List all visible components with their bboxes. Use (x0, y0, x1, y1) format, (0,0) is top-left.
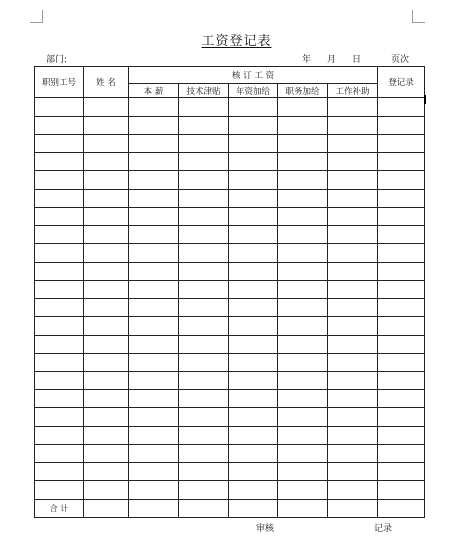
table-cell[interactable] (378, 116, 425, 134)
table-cell[interactable] (179, 189, 229, 207)
table-cell[interactable] (229, 481, 278, 499)
table-cell[interactable] (378, 444, 425, 462)
table-cell[interactable] (328, 134, 378, 152)
col-header-base-salary: 本 薪 (129, 83, 179, 98)
table-cell[interactable] (84, 244, 129, 262)
table-cell[interactable] (328, 335, 378, 353)
table-cell[interactable] (378, 408, 425, 426)
table-cell[interactable] (84, 189, 129, 207)
table-cell[interactable] (328, 98, 378, 116)
table-row (35, 353, 425, 371)
table-cell[interactable] (229, 299, 278, 317)
table-cell[interactable] (35, 280, 84, 298)
table-cell[interactable] (179, 390, 229, 408)
table-cell[interactable] (179, 408, 229, 426)
table-cell[interactable] (378, 499, 425, 517)
table-cell[interactable] (278, 244, 328, 262)
table-row (35, 153, 425, 171)
table-cell[interactable] (229, 226, 278, 244)
table-cell[interactable] (84, 226, 129, 244)
table-cell[interactable] (229, 207, 278, 225)
table-cell[interactable] (179, 299, 229, 317)
text-cursor (424, 95, 426, 104)
table-row (35, 463, 425, 481)
table-cell[interactable] (35, 171, 84, 189)
table-row (35, 171, 425, 189)
table-cell[interactable] (84, 426, 129, 444)
table-cell[interactable] (179, 353, 229, 371)
table-cell[interactable] (378, 280, 425, 298)
table-row (35, 426, 425, 444)
table-cell[interactable] (35, 299, 84, 317)
table-cell[interactable] (328, 444, 378, 462)
table-cell[interactable] (129, 299, 179, 317)
table-cell[interactable] (328, 207, 378, 225)
table-cell[interactable] (278, 444, 328, 462)
table-cell[interactable] (84, 499, 129, 517)
table-cell[interactable] (129, 390, 179, 408)
table-cell[interactable] (278, 335, 328, 353)
table-cell[interactable] (35, 262, 84, 280)
table-row (35, 280, 425, 298)
table-cell[interactable] (179, 134, 229, 152)
table-cell[interactable] (35, 463, 84, 481)
table-cell[interactable] (278, 226, 328, 244)
table-cell[interactable] (278, 280, 328, 298)
table-cell[interactable] (328, 481, 378, 499)
table-cell[interactable] (378, 463, 425, 481)
table-row (35, 317, 425, 335)
table-cell[interactable] (328, 426, 378, 444)
table-cell[interactable] (278, 116, 328, 134)
page-corner-mark (412, 10, 425, 23)
table-cell[interactable] (278, 134, 328, 152)
table-cell[interactable] (328, 353, 378, 371)
table-cell[interactable] (378, 226, 425, 244)
table-cell[interactable] (129, 353, 179, 371)
table-cell[interactable] (129, 408, 179, 426)
total-row (35, 499, 425, 517)
table-cell[interactable] (278, 317, 328, 335)
table-cell[interactable] (179, 153, 229, 171)
table-cell[interactable] (278, 426, 328, 444)
table-cell[interactable] (129, 499, 179, 517)
table-cell[interactable] (35, 207, 84, 225)
table-cell[interactable] (179, 499, 229, 517)
table-cell[interactable] (378, 299, 425, 317)
table-row (35, 335, 425, 353)
col-header-work-subsidy: 工作补助 (328, 83, 378, 98)
table-cell[interactable] (129, 335, 179, 353)
table-cell[interactable] (378, 390, 425, 408)
table-cell[interactable] (229, 353, 278, 371)
table-cell[interactable] (84, 371, 129, 389)
table-cell[interactable] (278, 481, 328, 499)
table-cell[interactable] (278, 207, 328, 225)
table-cell[interactable] (328, 317, 378, 335)
year-label: 年 (302, 55, 312, 65)
record-label: 记录 (374, 524, 393, 534)
table-cell[interactable] (229, 171, 278, 189)
table-cell[interactable] (328, 371, 378, 389)
table-cell[interactable] (328, 408, 378, 426)
table-cell[interactable] (328, 463, 378, 481)
table-cell[interactable] (179, 98, 229, 116)
table-cell[interactable] (35, 444, 84, 462)
table-cell[interactable] (278, 371, 328, 389)
table-cell[interactable] (35, 426, 84, 444)
page-number-label: 页次 (391, 55, 410, 65)
table-cell[interactable] (229, 335, 278, 353)
table-cell[interactable] (35, 317, 84, 335)
table-cell[interactable] (229, 116, 278, 134)
table-cell[interactable] (179, 262, 229, 280)
table-cell[interactable] (278, 353, 328, 371)
col-header-position-bonus: 职务加给 (278, 83, 328, 98)
table-cell[interactable] (129, 207, 179, 225)
table-row (35, 481, 425, 499)
table-row (35, 299, 425, 317)
table-cell[interactable] (328, 226, 378, 244)
col-header-seniority-bonus: 年资加给 (229, 83, 278, 98)
table-cell[interactable] (328, 262, 378, 280)
table-row (35, 134, 425, 152)
table-cell[interactable] (179, 317, 229, 335)
table-cell[interactable] (278, 499, 328, 517)
table-cell[interactable] (35, 353, 84, 371)
table-cell[interactable] (278, 189, 328, 207)
table-cell[interactable] (84, 171, 129, 189)
table-cell[interactable] (229, 317, 278, 335)
table-cell[interactable] (129, 280, 179, 298)
table-cell[interactable] (179, 426, 229, 444)
table-row (35, 244, 425, 262)
table-cell[interactable] (278, 463, 328, 481)
table-cell[interactable] (328, 280, 378, 298)
table-cell[interactable] (328, 116, 378, 134)
table-cell[interactable] (378, 481, 425, 499)
table-cell[interactable] (229, 153, 278, 171)
table-cell[interactable] (278, 299, 328, 317)
table-cell[interactable] (84, 335, 129, 353)
col-header-name: 姓 名 (84, 67, 129, 98)
table-cell[interactable] (229, 499, 278, 517)
table-cell[interactable] (328, 244, 378, 262)
table-cell[interactable] (229, 244, 278, 262)
table-cell[interactable] (278, 262, 328, 280)
table-cell[interactable] (378, 153, 425, 171)
table-cell[interactable] (84, 444, 129, 462)
table-cell[interactable] (378, 371, 425, 389)
table-cell[interactable] (129, 189, 179, 207)
table-cell[interactable] (129, 153, 179, 171)
table-cell[interactable] (129, 262, 179, 280)
table-cell[interactable] (229, 444, 278, 462)
table-cell[interactable] (229, 134, 278, 152)
table-cell[interactable] (84, 262, 129, 280)
table-cell[interactable] (328, 189, 378, 207)
table-cell[interactable] (35, 134, 84, 152)
table-cell[interactable] (84, 299, 129, 317)
table-row (35, 408, 425, 426)
table-cell[interactable] (84, 134, 129, 152)
table-cell[interactable] (35, 244, 84, 262)
table-cell[interactable] (84, 481, 129, 499)
table-row (35, 207, 425, 225)
table-cell[interactable] (84, 116, 129, 134)
table-cell[interactable] (229, 189, 278, 207)
table-cell[interactable] (129, 317, 179, 335)
table-cell[interactable] (328, 499, 378, 517)
table-cell[interactable] (35, 481, 84, 499)
table-cell[interactable] (84, 207, 129, 225)
table-cell[interactable] (129, 226, 179, 244)
table-row (35, 371, 425, 389)
table-cell[interactable] (129, 134, 179, 152)
table-cell[interactable] (229, 390, 278, 408)
table-row (35, 116, 425, 134)
col-header-technical-allowance: 技术津贴 (179, 83, 229, 98)
table-cell[interactable] (378, 244, 425, 262)
table-cell[interactable] (35, 408, 84, 426)
table-cell[interactable] (179, 244, 229, 262)
table-cell[interactable] (84, 390, 129, 408)
page-corner-mark (30, 10, 43, 23)
table-cell[interactable] (179, 335, 229, 353)
table-cell[interactable] (84, 353, 129, 371)
table-cell[interactable] (229, 426, 278, 444)
table-cell[interactable] (328, 390, 378, 408)
col-header-record: 登记录 (378, 67, 425, 98)
table-cell[interactable] (179, 463, 229, 481)
table-row (35, 189, 425, 207)
table-cell[interactable] (35, 116, 84, 134)
table-cell[interactable] (84, 317, 129, 335)
table-cell[interactable] (129, 116, 179, 134)
table-cell[interactable] (129, 98, 179, 116)
table-cell[interactable] (278, 98, 328, 116)
table-cell[interactable] (179, 207, 229, 225)
table-row (35, 226, 425, 244)
table-cell[interactable] (35, 189, 84, 207)
table-cell[interactable] (229, 463, 278, 481)
table-cell[interactable] (129, 171, 179, 189)
table-cell[interactable] (278, 171, 328, 189)
table-cell[interactable] (278, 408, 328, 426)
table-cell[interactable] (378, 207, 425, 225)
table-cell[interactable] (179, 371, 229, 389)
table-cell[interactable] (229, 262, 278, 280)
table-cell[interactable] (378, 353, 425, 371)
table-cell[interactable] (179, 226, 229, 244)
table-cell[interactable] (179, 116, 229, 134)
table-cell[interactable] (129, 244, 179, 262)
review-label: 审核 (256, 524, 275, 534)
col-header-employee-no: 职别工号 (35, 67, 84, 98)
table-cell[interactable] (278, 153, 328, 171)
department-label: 部门: (46, 55, 68, 65)
table-cell[interactable] (35, 153, 84, 171)
table-cell[interactable] (378, 317, 425, 335)
table-cell[interactable] (378, 189, 425, 207)
month-label: 月 (327, 55, 337, 65)
table-cell[interactable] (179, 280, 229, 298)
table-cell[interactable] (378, 98, 425, 116)
table-cell[interactable] (229, 408, 278, 426)
table-cell[interactable] (378, 134, 425, 152)
table-cell[interactable] (84, 280, 129, 298)
table-cell[interactable] (129, 426, 179, 444)
table-cell[interactable] (378, 171, 425, 189)
table-row (35, 262, 425, 280)
table-row (35, 390, 425, 408)
salary-register-table (34, 66, 425, 518)
table-cell[interactable] (378, 335, 425, 353)
table-cell[interactable] (129, 371, 179, 389)
total-label: 合 计 (35, 499, 84, 517)
table-cell[interactable] (129, 463, 179, 481)
table-cell[interactable] (35, 226, 84, 244)
table-cell[interactable] (179, 171, 229, 189)
table-cell[interactable] (84, 463, 129, 481)
table-cell[interactable] (278, 390, 328, 408)
table-cell[interactable] (129, 481, 179, 499)
table-cell[interactable] (328, 299, 378, 317)
table-cell[interactable] (35, 98, 84, 116)
table-cell[interactable] (84, 153, 129, 171)
table-cell[interactable] (35, 335, 84, 353)
table-cell[interactable] (129, 444, 179, 462)
table-cell[interactable] (35, 390, 84, 408)
table-cell[interactable] (84, 98, 129, 116)
table-cell[interactable] (35, 371, 84, 389)
day-label: 日 (352, 55, 362, 65)
table-cell[interactable] (229, 98, 278, 116)
table-cell[interactable] (84, 408, 129, 426)
table-row (35, 444, 425, 462)
table-cell[interactable] (378, 426, 425, 444)
table-cell[interactable] (229, 371, 278, 389)
table-cell[interactable] (378, 262, 425, 280)
form-title: 工资登记表 (201, 34, 272, 49)
table-cell[interactable] (328, 153, 378, 171)
table-cell[interactable] (179, 481, 229, 499)
col-header-approved-salary: 核 订 工 资 (129, 67, 378, 84)
table-row (35, 98, 425, 116)
table-cell[interactable] (328, 171, 378, 189)
table-cell[interactable] (229, 280, 278, 298)
table-cell[interactable] (179, 444, 229, 462)
